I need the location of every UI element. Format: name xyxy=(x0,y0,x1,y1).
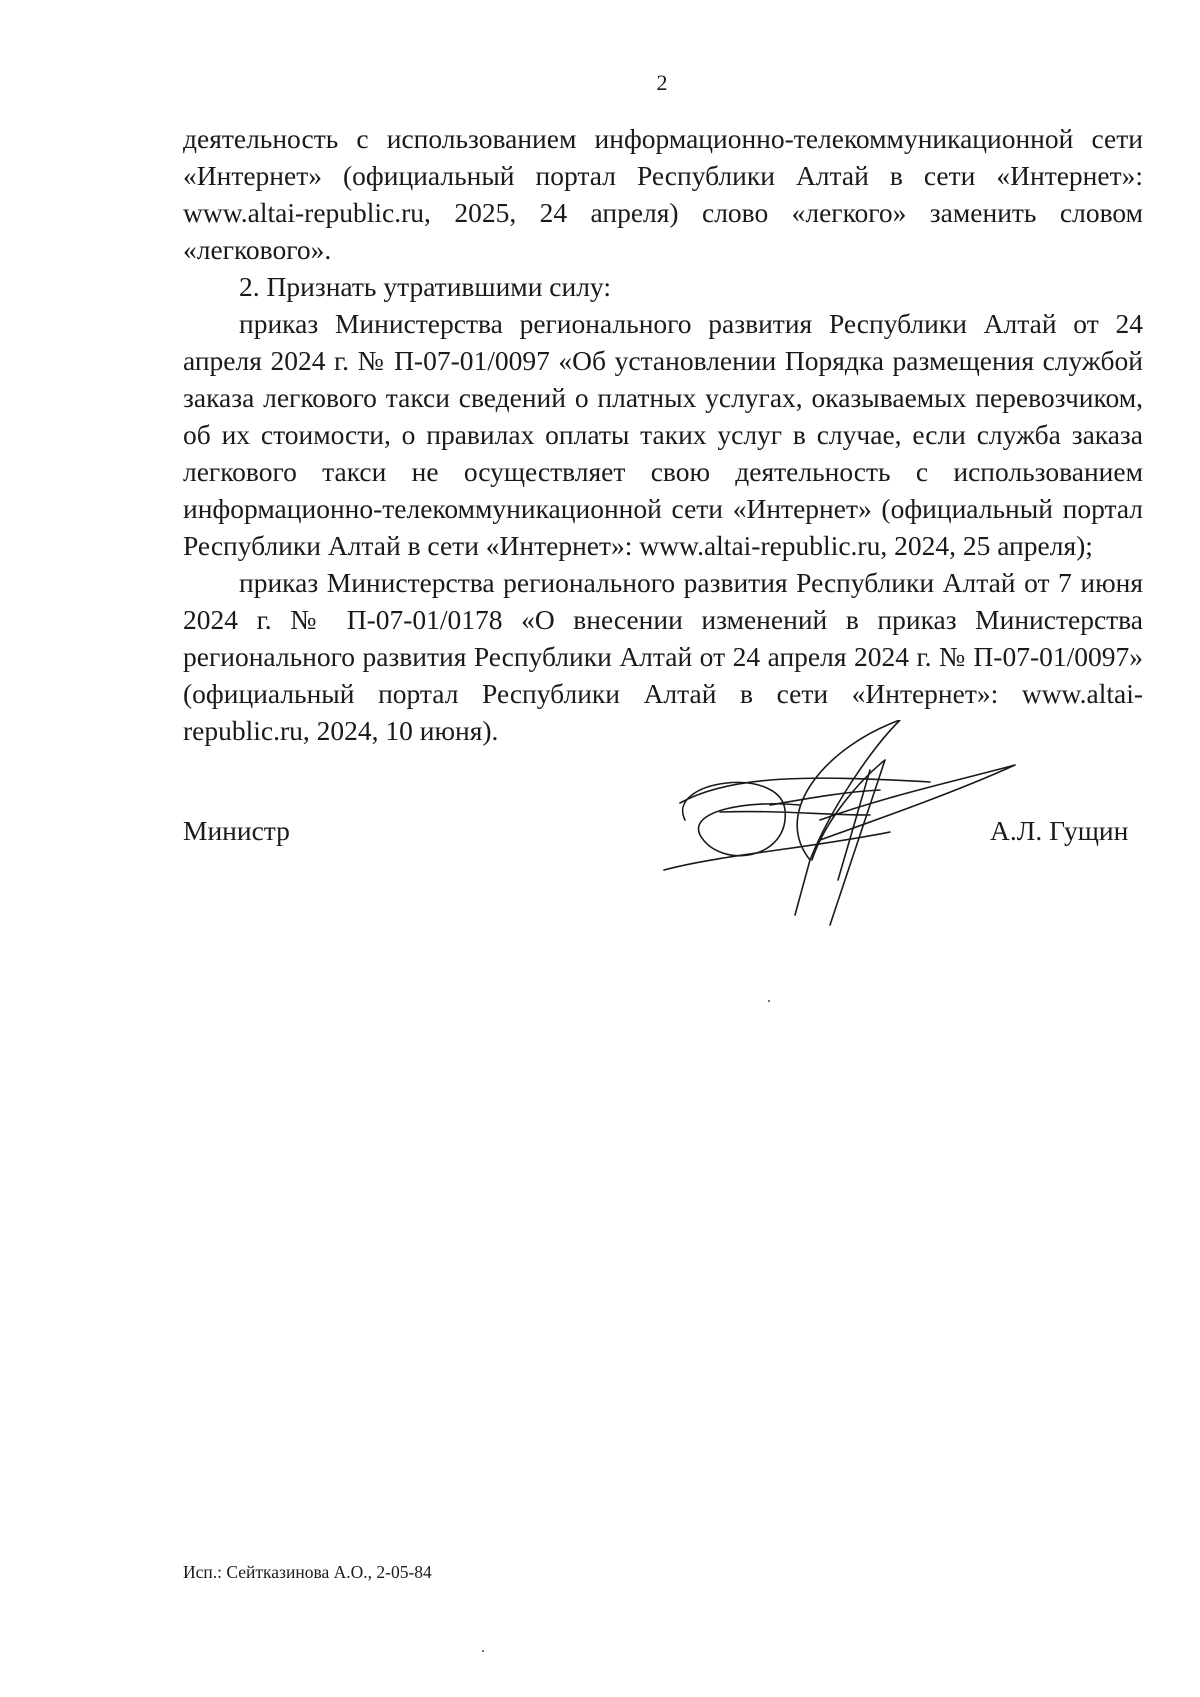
scan-speck xyxy=(482,1650,484,1652)
handwritten-signature xyxy=(660,720,1040,935)
signatory-name: А.Л. Гущин xyxy=(990,815,1129,846)
paragraph-repealed-order-1: приказ Министерства регионального развития Республики Алтай от 24 апреля 2024 г. № П-07-01/0097 «Об установлении Порядка размещения службой заказа легкового такси сведений о платных услугах, оказываемых перевозчиком, об их стоимости, о правилах оплаты таких услуг в случае, если служба заказа легкового такси не осуществляет свою деятельность с использованием информационно-телекоммуникационной сети «Интернет» (официальный портал Республики Алтай в сети «Интернет»: www.altai-republic.ru, 2024, 25 апреля); xyxy=(183,308,1143,561)
scan-speck xyxy=(768,1000,770,1002)
executor-note: Исп.: Сейтказинова А.О., 2-05-84 xyxy=(183,1562,432,1582)
document-body xyxy=(183,120,1143,749)
paragraph-repealed-order-2: приказ Министерства регионального развития Республики Алтай от 7 июня 2024 г. № П-07-01/0178 «О внесении изменений в приказ Министерства регионального развития Республики Алтай от 24 апреля 2024 г. № П-07-01/0097» (официальный портал Республики Алтай в сети «Интернет»: www.altai-republic.ru, 2024, 10 июня). xyxy=(183,567,1143,746)
paragraph-continuation: деятельность с использованием информационно-телекоммуникационной сети «Интернет» (официальный портал Республики Алтай в сети «Интернет»: www.altai-republic.ru, 2025, 24 апреля) слово «легкого» заменить словом «легкового». xyxy=(183,123,1143,265)
paragraph-item-2: 2. Признать утратившими силу: xyxy=(239,271,611,302)
signatory-title: Министр xyxy=(183,815,290,846)
page-number: 2 xyxy=(656,70,668,95)
